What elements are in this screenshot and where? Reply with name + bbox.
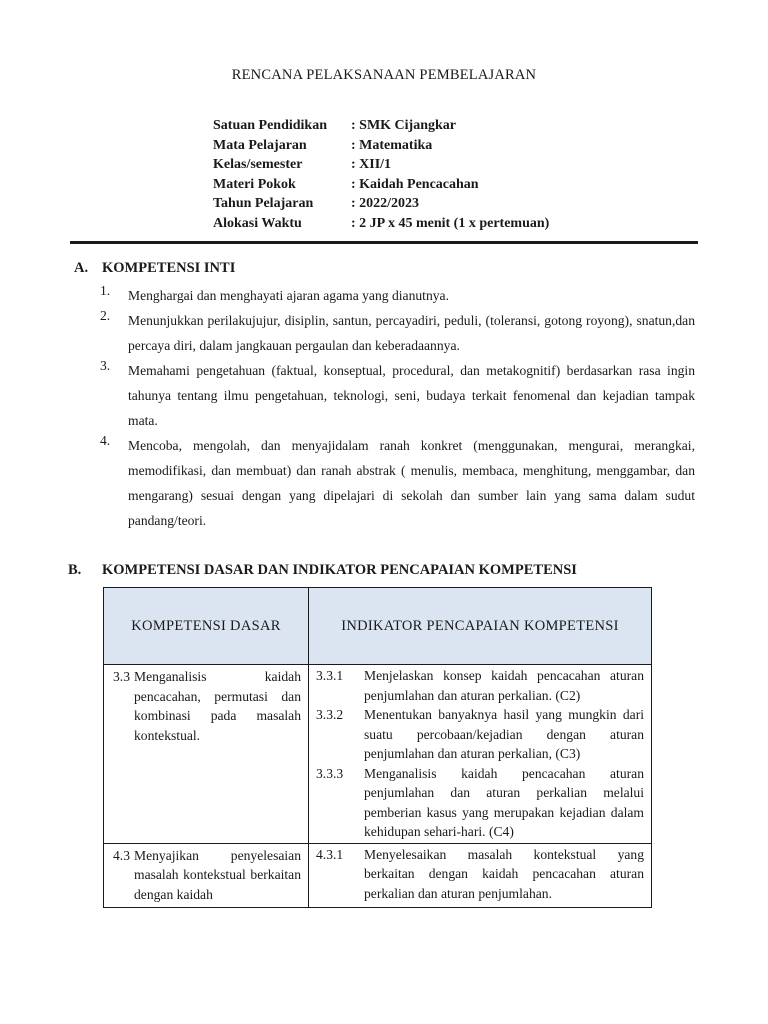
competency-list [100,283,695,533]
column-header-kd: KOMPETENSI DASAR [104,588,309,665]
list-text: Memahami pengetahuan (faktual, konseptual, procedural, dan metakognitif) berdasarkan rasa ingin tahunya tentang ilmu pengetahuan, teknologi, seni, budaya terkait fenomenal dan kejadian tampak mata. [128,363,695,428]
indicator-item [310,845,650,904]
list-number: 1. [100,283,111,298]
kd-text: Menganalisis kaidah pencacahan, permutasi dan kombinasi pada masalah kontekstual. [134,669,301,743]
meta-key: Kelas/semester [213,157,303,172]
indicator-number: 4.3.1 [316,846,344,862]
meta-value: : Matematika [351,137,433,153]
meta-value: : 2 JP x 45 menit (1 x pertemuan) [351,215,550,231]
meta-key: Alokasi Waktu [213,215,302,231]
meta-key: Mata Pelajaran [213,137,307,153]
section-letter: B. [68,562,82,578]
list-number: 4. [100,433,111,448]
meta-value: : Kaidah Pencacahan [351,176,479,192]
header-divider [70,241,698,244]
indicator-item [310,705,650,764]
column-header-ipk: INDIKATOR PENCAPAIAN KOMPETENSI [309,588,652,665]
ipk-cell [309,843,652,908]
meta-row-topic [213,177,549,197]
list-item [100,283,695,308]
table-row [104,843,652,908]
indicator-text: Menentukan banyaknya hasil yang mungkin dari suatu percobaan/kejadian dengan aturan penjumlahan dan aturan perkalian, (C3) [364,707,644,761]
section-b-heading [68,562,577,579]
indicator-item [310,764,650,842]
indicator-number: 3.3.2 [316,707,344,722]
table-header-row [104,588,652,665]
meta-row-subject [213,138,549,158]
section-title: KOMPETENSI INTI [102,260,236,276]
document-title: RENCANA PELAKSANAAN PEMBELAJARAN [231,67,537,83]
list-number: 3. [100,358,111,373]
meta-value: : SMK Cijangkar [351,118,456,133]
list-text: Menghargai dan menghayati ajaran agama yang dianutnya. [128,288,449,303]
meta-row-time [213,216,549,236]
identity-block [213,118,549,235]
meta-row-year [213,196,549,216]
indicator-text: Menyelesaikan masalah kontekstual yang berkaitan dengan kaidah pencacahan aturan perkalian dan aturan penjumlahan. [364,846,644,901]
competency-table [103,587,652,908]
kd-number: 4.3 [113,847,130,863]
list-item [100,433,695,533]
section-a-heading [74,260,235,277]
meta-key: Satuan Pendidikan [213,118,327,133]
indicator-text: Menjelaskan konsep kaidah pencacahan aturan penjumlahan dan aturan perkalian. (C2) [364,668,644,703]
list-item [100,358,695,433]
meta-key: Materi Pokok [213,176,296,192]
meta-row-class [213,157,549,177]
meta-value: : XII/1 [351,157,392,172]
indicator-number: 3.3.1 [316,668,344,683]
list-text: Menunjukkan perilakujujur, disiplin, santun, percayadiri, peduli, (toleransi, gotong royong), snatun,dan percaya diri, dalam jangkauan pergaulan dan keberadaannya. [128,313,695,353]
meta-key: Tahun Pelajaran [213,196,314,211]
indicator-item [310,666,650,705]
meta-value: : 2022/2023 [351,196,420,211]
section-title: KOMPETENSI DASAR DAN INDIKATOR PENCAPAIAN KOMPETENSI [102,562,577,578]
table-row [104,665,652,844]
kd-text: Menyajikan penyelesaian masalah kontekstual berkaitan dengan kaidah [134,847,301,902]
kd-cell [104,665,309,844]
indicator-number: 3.3.3 [316,765,344,781]
section-letter: A. [74,260,89,276]
ipk-cell [309,665,652,844]
list-text: Mencoba, mengolah, dan menyajidalam ranah konkret (menggunakan, mengurai, merangkai, memodifikasi, dan membuat) dan ranah abstrak ( menulis, membaca, menghitung, menggambar, dan mengarang) sesuai dengan yang dipelajari di sekolah dan sumber lain yang sama dalam sudut pandang/teori. [128,438,695,528]
kd-number: 3.3 [113,669,130,684]
list-item [100,308,695,358]
list-number: 2. [100,308,111,323]
meta-row-school [213,118,549,138]
kd-cell [104,843,309,908]
indicator-text: Menganalisis kaidah pencacahan aturan penjumlahan dan aturan perkalian melalui pemberian kasus yang merupakan kejadian dalam kehidupan sehari-hari. (C4) [364,765,644,839]
